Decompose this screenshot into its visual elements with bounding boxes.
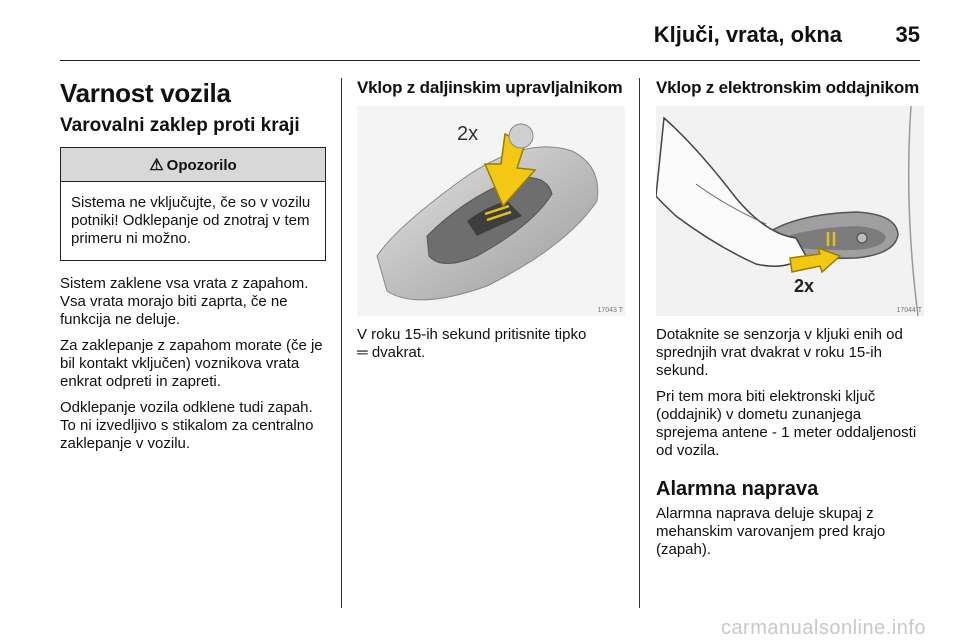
paragraph	[357, 326, 625, 362]
warning-text: Sistema ne vključujte, če so v vozilu potniki! Odklepanje od znotraj v tem primeru ni možno.	[71, 194, 311, 247]
column-divider	[341, 78, 342, 608]
warning-box	[60, 147, 326, 261]
figure-label: 2x	[794, 276, 815, 296]
door-handle-illustration	[656, 106, 924, 316]
alarm-title: Alarmna naprava	[656, 478, 819, 500]
warning-header	[61, 148, 325, 182]
paragraph: Pri tem mora biti elektronski ključ (oddajnik) v dometu zunanjega sprejema antene - 1 meter oddaljenosti od vozila.	[656, 388, 917, 459]
figure-code: 17044 T	[896, 307, 922, 314]
page-header	[60, 14, 920, 61]
paragraph: Odklepanje vozila odklene tudi zapah. To ni izvedljivo s stikalom za centralno zaklepanje v vozilu.	[60, 399, 314, 452]
subsection-title: Varovalni zaklep proti kraji	[60, 115, 300, 136]
figure-label: 2x	[457, 123, 479, 145]
paragraph: Sistem zaklene vsa vrata z zapahom. Vsa vrata morajo biti zaprta, če ne funkcija ne deluje.	[60, 275, 309, 328]
warning-triangle-icon: ⚠	[149, 157, 164, 174]
paragraph: Dotaknite se senzorja v kljuki enih od sprednjih vrat dvakrat v roku 15-ih sekund.	[656, 326, 903, 379]
page-number: 35	[895, 22, 920, 47]
column-title: Vklop z elektronskim oddajnikom	[656, 78, 920, 97]
paragraph: Alarmna naprava deluje skupaj z mehanskim varovanjem pred krajo (zapah).	[656, 505, 886, 558]
lock-button-icon: ═	[357, 344, 368, 361]
column-divider	[639, 78, 640, 608]
figure-code: 17043 T	[597, 307, 623, 314]
column-3	[656, 70, 924, 567]
header-title: Ključi, vrata, okna	[653, 22, 842, 47]
warning-label: Opozorilo	[166, 157, 237, 174]
remote-key-illustration	[357, 106, 625, 316]
paragraph-text: dvakrat.	[371, 344, 426, 361]
column-title: Vklop z daljinskim upravljalnikom	[357, 78, 623, 97]
remote-key-figure	[357, 106, 625, 316]
column-1	[60, 70, 326, 461]
door-handle-figure	[656, 106, 924, 316]
section-title: Varnost vozila	[60, 78, 231, 108]
column-2	[357, 70, 625, 370]
paragraph-text: V roku 15-ih sekund pritisnite tipko	[357, 326, 587, 343]
paragraph: Za zaklepanje z zapahom morate (če je bil kontakt vključen) voznikova vrata enkrat odpreti in zapreti.	[60, 337, 323, 390]
footer-watermark: carmanualsonline.info	[720, 617, 926, 639]
